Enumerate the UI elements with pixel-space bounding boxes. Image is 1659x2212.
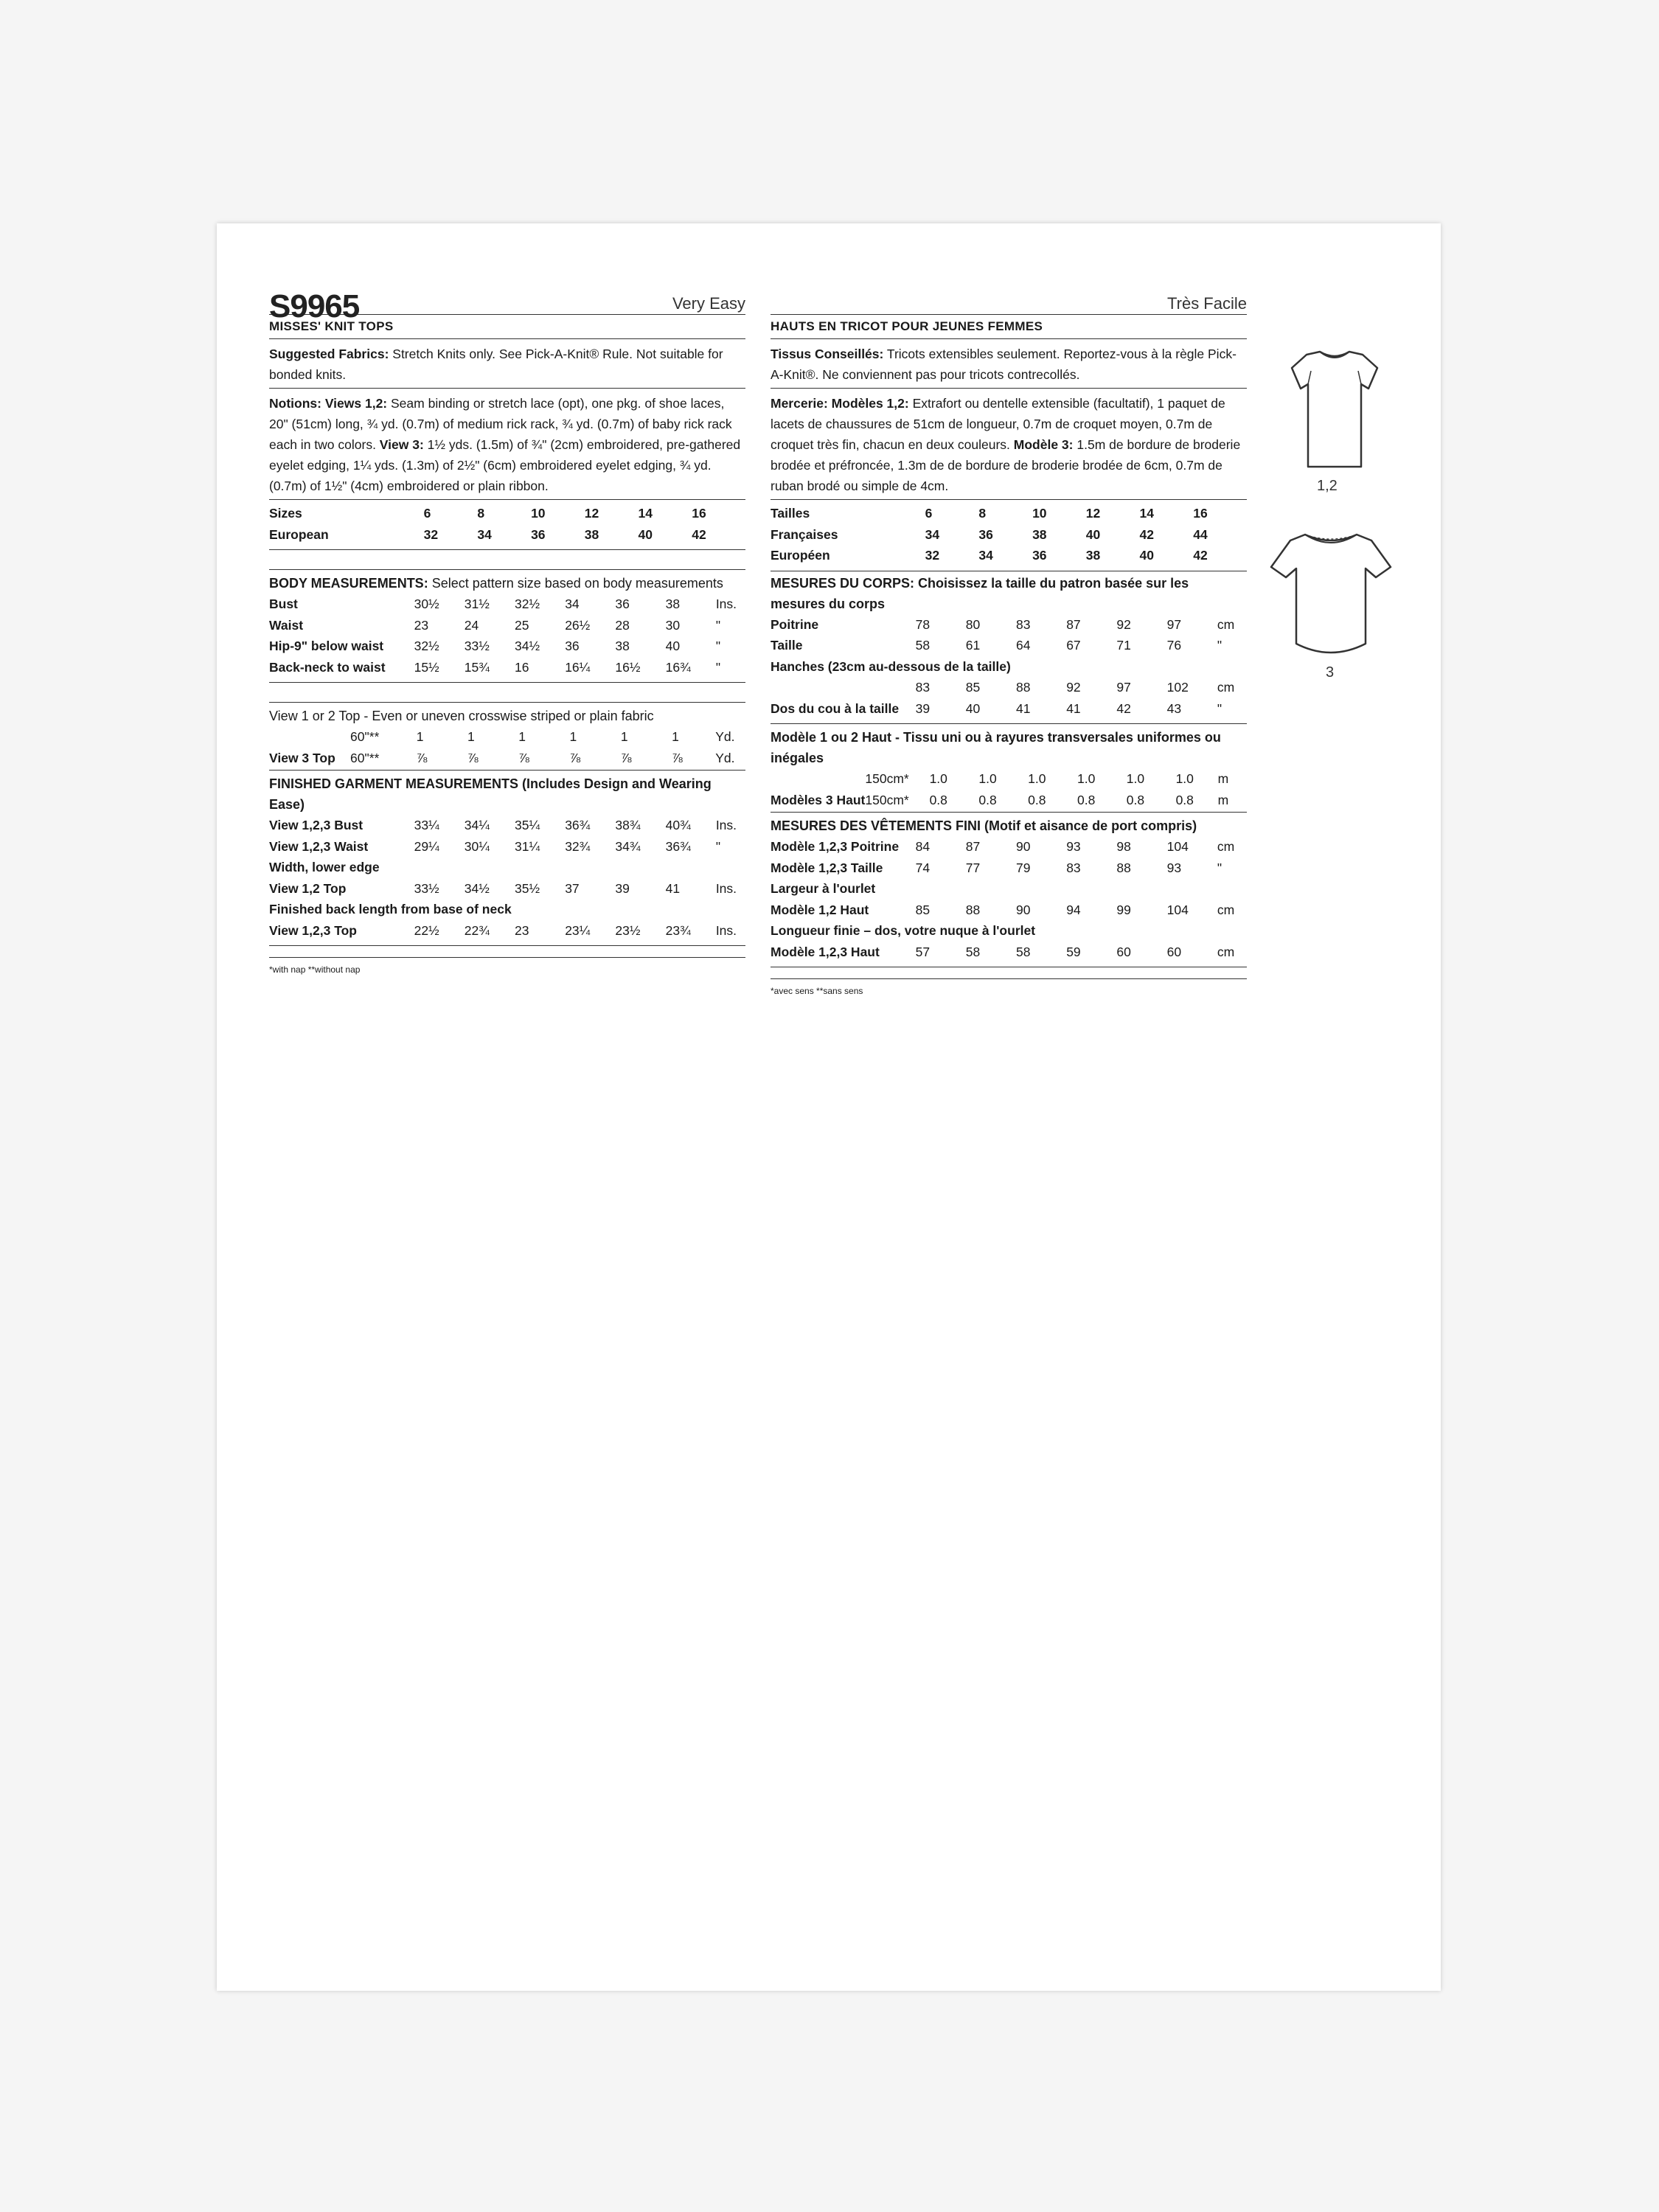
table-cell: 16 xyxy=(1193,506,1208,521)
table-cell: 41 xyxy=(1066,700,1081,716)
table-cell: 1 xyxy=(416,729,424,745)
table-cell: 42 xyxy=(1139,526,1154,542)
table-cell: 23¼ xyxy=(565,922,591,938)
table-cell: 104 xyxy=(1166,902,1189,917)
table-cell: 1 xyxy=(518,729,526,745)
table-cell: " xyxy=(715,838,721,854)
table-cell: 0.8 xyxy=(978,792,997,807)
table-cell: 22½ xyxy=(414,922,439,938)
table-cell: 25 xyxy=(515,617,529,633)
row-label xyxy=(269,726,350,748)
french-header xyxy=(771,274,1247,315)
table-cell: 90 xyxy=(1016,839,1031,855)
table-cell: 32 xyxy=(925,548,940,563)
sizes-table xyxy=(269,500,745,550)
table-cell: 38 xyxy=(1085,548,1101,563)
row-label: Sizes xyxy=(269,506,302,521)
row-label: View 1,2 Top xyxy=(269,880,347,896)
notions-label-view3-fr: Modèle 3: xyxy=(1009,437,1074,452)
table-row xyxy=(269,657,745,678)
table-cell: 42 xyxy=(1116,700,1131,716)
table-cell: 16½ xyxy=(615,659,641,675)
table-cell: 39 xyxy=(915,700,931,716)
table-row xyxy=(771,503,1247,524)
row-label: View 1,2,3 Waist xyxy=(269,838,369,854)
row-label: View 3 Top xyxy=(269,750,335,765)
table-cell: 60 xyxy=(1116,944,1131,959)
table-cell: 93 xyxy=(1166,860,1182,875)
table-cell: ⅞ xyxy=(672,750,683,765)
table-cell: 37 xyxy=(565,880,580,896)
table-cell: 23¾ xyxy=(665,922,691,938)
table-cell: 99 xyxy=(1116,902,1131,917)
table-cell: 15½ xyxy=(414,659,439,675)
table-cell: 36 xyxy=(978,526,993,542)
row-label: Françaises xyxy=(771,526,838,542)
table-cell: 26½ xyxy=(565,617,591,633)
suggested-fabrics-fr xyxy=(771,339,1247,389)
table-cell: 34 xyxy=(565,597,580,612)
row-label: Largeur à l'ourlet xyxy=(771,881,876,897)
finished-measurements-title-fr: MESURES DES VÊTEMENTS FINI (Motif et aisance de port compris) xyxy=(771,818,1197,833)
table-cell: 102 xyxy=(1166,680,1189,695)
table-row xyxy=(771,900,1247,921)
table-cell: 36 xyxy=(565,639,580,654)
table-row xyxy=(269,524,745,546)
table-row xyxy=(771,614,1247,636)
view-1-2-tshirt-sketch xyxy=(1276,349,1394,474)
table-cell: 33½ xyxy=(414,880,439,896)
table-cell: 104 xyxy=(1166,839,1189,855)
table-cell: 1.0 xyxy=(1077,771,1096,787)
table-cell: 0.8 xyxy=(1077,792,1096,807)
row-label: View 1,2,3 Top xyxy=(269,922,357,938)
table-cell: 14 xyxy=(638,506,653,521)
view-1-2-label: 1,2 xyxy=(1317,478,1338,494)
table-row xyxy=(771,635,1247,656)
table-cell: 34½ xyxy=(515,639,540,654)
notions-text: Seam binding or stretch lace (opt), one pkg. of shoe laces, 20" (51cm) long, ¾ yd. (0.7m) of medium rick rack, ¾ yd. (0.7m) of baby rick rack each in two colors. xyxy=(269,396,732,452)
table-cell: 28 xyxy=(615,617,630,633)
table-cell: 16¾ xyxy=(665,659,691,675)
table-cell: m xyxy=(1217,771,1229,787)
table-cell: 87 xyxy=(965,839,981,855)
row-label: European xyxy=(269,526,329,542)
body-measurements xyxy=(269,569,745,683)
fabrics-text: Stretch Knits only. See Pick-A-Knit® Rule. Not suitable for bonded knits. xyxy=(269,347,723,382)
table-cell: 92 xyxy=(1116,616,1131,632)
table-cell: 41 xyxy=(1016,700,1031,716)
table-cell: 83 xyxy=(1016,616,1031,632)
table-row xyxy=(771,942,1247,963)
table-cell: 67 xyxy=(1066,638,1081,653)
english-header xyxy=(269,274,745,324)
table-cell: 15¾ xyxy=(464,659,490,675)
table-cell: 31¼ xyxy=(515,838,540,854)
row-label: Dos du cou à la taille xyxy=(771,700,900,716)
table-cell: 43 xyxy=(1166,700,1182,716)
table-cell: 34 xyxy=(925,526,940,542)
table-cell: 44 xyxy=(1193,526,1208,542)
table-row xyxy=(771,524,1247,546)
row-label: Finished back length from base of neck xyxy=(269,902,512,917)
table-cell: cm xyxy=(1217,839,1235,855)
table-cell: 57 xyxy=(915,944,931,959)
english-column xyxy=(269,274,745,974)
notions-text-view3-fr: 1.5m de bordure de broderie brodée et préfroncée, 1.3m de de bordure de broderie brodée de 6cm, 0.7m de ruban brodé ou simple de 4cm. xyxy=(771,437,1241,493)
table-cell: cm xyxy=(1217,902,1235,917)
table-cell: 1 xyxy=(672,729,679,745)
table-cell: ⅞ xyxy=(467,750,479,765)
table-cell: Ins. xyxy=(715,922,737,938)
table-cell: Yd. xyxy=(715,729,735,745)
difficulty-label: Very Easy xyxy=(672,294,745,313)
finished-measurements xyxy=(269,771,745,946)
table-cell: 1 xyxy=(620,729,628,745)
table-cell: 35½ xyxy=(515,880,540,896)
table-cell: 30½ xyxy=(414,597,439,612)
table-row xyxy=(269,503,745,524)
row-label: Modèle 1,2 Haut xyxy=(771,902,869,917)
row-label: Tailles xyxy=(771,506,810,521)
table-cell: 98 xyxy=(1116,839,1131,855)
table-cell: m xyxy=(1217,792,1229,807)
difficulty-label-fr: Très Facile xyxy=(1167,294,1247,313)
table-cell: 150cm* xyxy=(865,771,909,787)
notions-label: Notions: Views 1,2: xyxy=(269,396,388,411)
table-cell: 16 xyxy=(515,659,529,675)
notions xyxy=(269,389,745,500)
table-cell: 85 xyxy=(915,902,931,917)
table-row xyxy=(771,790,1247,811)
row-label: Waist xyxy=(269,617,304,633)
table-cell: 0.8 xyxy=(1175,792,1194,807)
row-label: Hip-9" below waist xyxy=(269,639,384,654)
footnote-fr: *avec sens **sans sens xyxy=(771,978,1247,995)
table-row xyxy=(269,636,745,657)
table-row xyxy=(771,878,1247,900)
table-cell: 34½ xyxy=(464,880,490,896)
table-row xyxy=(771,836,1247,858)
body-measurements-fr xyxy=(771,571,1247,725)
table-row xyxy=(269,615,745,636)
table-cell: 83 xyxy=(915,680,931,695)
row-label: Poitrine xyxy=(771,616,819,632)
table-cell: 93 xyxy=(1066,839,1081,855)
table-cell: 92 xyxy=(1066,680,1081,695)
table-cell: 6 xyxy=(925,506,933,521)
table-row xyxy=(269,920,745,942)
table-cell: 1.0 xyxy=(1028,771,1046,787)
table-cell: 77 xyxy=(965,860,981,875)
table-cell: 36¾ xyxy=(665,838,691,854)
finished-measurements-fr xyxy=(771,813,1247,967)
row-label: Modèle 1,2,3 Poitrine xyxy=(771,839,900,855)
table-cell: 34 xyxy=(978,548,993,563)
table-cell: 76 xyxy=(1166,638,1182,653)
table-cell: 80 xyxy=(965,616,981,632)
fabrics-text-fr: Tricots extensibles seulement. Reportez-vous à la règle Pick-A-Knit®. Ne conviennent pas pour tricots contrecollés. xyxy=(771,347,1237,382)
table-cell: 30¼ xyxy=(464,838,490,854)
table-cell: 40 xyxy=(1139,548,1154,563)
notions-label-fr: Mercerie: Modèles 1,2: xyxy=(771,396,909,411)
table-cell: " xyxy=(1217,638,1222,653)
table-cell: 78 xyxy=(915,616,931,632)
table-cell: 94 xyxy=(1066,902,1081,917)
notions-text-view3: 1½ yds. (1.5m) of ¾" (2cm) embroidered, pre-gathered eyelet edging, 1¼ yds. (1.3m) of 2½" (6cm) embroidered eyelet edging, ¾ yd. (0.7m) of 1½" (4cm) embroidered or plain ribbon. xyxy=(269,437,741,493)
table-cell: Yd. xyxy=(715,750,735,765)
row-label: Européen xyxy=(771,548,830,563)
table-cell: " xyxy=(1217,860,1222,875)
finished-measurements-title: FINISHED GARMENT MEASUREMENTS (Includes Design and Wearing Ease) xyxy=(269,776,712,812)
notions-label-view3: View 3: xyxy=(375,437,424,452)
table-cell: 42 xyxy=(1193,548,1208,563)
table-cell: 24 xyxy=(464,617,479,633)
table-cell: Ins. xyxy=(715,597,737,612)
table-row xyxy=(269,726,745,748)
pattern-code: S9965 xyxy=(269,288,360,324)
table-cell: Ins. xyxy=(715,818,737,833)
table-cell: 34¾ xyxy=(615,838,641,854)
row-label: Taille xyxy=(771,638,803,653)
table-cell: 38 xyxy=(615,639,630,654)
table-cell: ⅞ xyxy=(416,750,428,765)
table-cell: 88 xyxy=(1116,860,1131,875)
table-cell: " xyxy=(715,659,721,675)
table-row xyxy=(269,857,745,878)
pattern-title: MISSES' KNIT TOPS xyxy=(269,315,745,339)
table-cell: 30 xyxy=(665,617,681,633)
table-cell: 10 xyxy=(531,506,546,521)
table-cell: 59 xyxy=(1066,944,1081,959)
table-cell: 36 xyxy=(531,526,546,542)
row-label: Bust xyxy=(269,597,298,612)
notions-text-fr: Extrafort ou dentelle extensible (facultatif), 1 paquet de lacets de chaussures de 51cm de longueur, 0.7m de croquet moyen, 0.7m de croquet très fin, chacun en deux couleurs. xyxy=(771,396,1225,452)
table-cell: 22¾ xyxy=(464,922,490,938)
row-label xyxy=(771,677,916,698)
table-cell: ⅞ xyxy=(569,750,581,765)
table-cell: 32 xyxy=(423,526,439,542)
table-cell: 97 xyxy=(1116,680,1131,695)
table-row xyxy=(269,748,745,769)
table-cell: " xyxy=(715,617,721,633)
table-row xyxy=(771,858,1247,879)
table-cell: 16 xyxy=(692,506,706,521)
notions-fr xyxy=(771,389,1247,500)
table-cell: 1.0 xyxy=(978,771,997,787)
table-cell: 40 xyxy=(638,526,653,542)
table-cell: 35¼ xyxy=(515,818,540,833)
table-cell: cm xyxy=(1217,616,1235,632)
table-row xyxy=(771,698,1247,720)
table-cell: 32½ xyxy=(414,639,439,654)
table-cell: 38 xyxy=(1032,526,1047,542)
view-3-tshirt-sketch xyxy=(1268,530,1394,663)
table-cell: Ins. xyxy=(715,880,737,896)
table-cell: 150cm* xyxy=(865,792,909,807)
table-row xyxy=(771,768,1247,790)
view-3-label: 3 xyxy=(1326,664,1335,681)
table-cell: 33½ xyxy=(464,639,490,654)
table-cell: 88 xyxy=(965,902,981,917)
table-cell: 1.0 xyxy=(929,771,947,787)
row-label: Modèles 3 Haut xyxy=(771,792,866,807)
table-cell: 87 xyxy=(1066,616,1081,632)
table-cell: 60 xyxy=(1166,944,1182,959)
table-cell: 41 xyxy=(665,880,681,896)
table-cell: 1.0 xyxy=(1175,771,1194,787)
table-row xyxy=(771,656,1247,678)
suggested-fabrics xyxy=(269,339,745,389)
table-cell: 83 xyxy=(1066,860,1081,875)
table-cell: 58 xyxy=(965,944,981,959)
table-row xyxy=(269,815,745,836)
row-label xyxy=(771,768,865,790)
table-cell: 16¼ xyxy=(565,659,591,675)
table-cell: 23 xyxy=(515,922,529,938)
table-cell: 71 xyxy=(1116,638,1131,653)
table-cell: 1.0 xyxy=(1126,771,1145,787)
table-cell: 33¼ xyxy=(414,818,439,833)
table-cell: 31½ xyxy=(464,597,490,612)
table-row xyxy=(771,920,1247,942)
table-row xyxy=(269,836,745,858)
table-cell: 14 xyxy=(1139,506,1154,521)
table-cell: 40¾ xyxy=(665,818,691,833)
table-row xyxy=(771,545,1247,566)
table-cell: 34¼ xyxy=(464,818,490,833)
table-cell: 0.8 xyxy=(929,792,947,807)
yardage xyxy=(269,702,745,771)
table-cell: 23½ xyxy=(615,922,641,938)
table-cell: 58 xyxy=(915,638,931,653)
fabrics-label: Suggested Fabrics: xyxy=(269,347,389,361)
table-cell: 97 xyxy=(1166,616,1182,632)
table-cell: 1 xyxy=(467,729,475,745)
table-cell: 0.8 xyxy=(1126,792,1145,807)
fabrics-label-fr: Tissus Conseillés: xyxy=(771,347,884,361)
table-cell: cm xyxy=(1217,680,1235,695)
table-cell: 32½ xyxy=(515,597,540,612)
table-cell: 29¼ xyxy=(414,838,439,854)
table-cell: 0.8 xyxy=(1028,792,1046,807)
table-cell: 58 xyxy=(1016,944,1031,959)
table-cell: 74 xyxy=(915,860,931,875)
table-cell: 85 xyxy=(965,680,981,695)
table-cell: " xyxy=(1217,700,1222,716)
yardage-fr xyxy=(771,724,1247,813)
french-column xyxy=(771,274,1247,995)
table-cell: 60"** xyxy=(350,729,380,745)
table-cell: 42 xyxy=(692,526,706,542)
table-cell: 60"** xyxy=(350,750,380,765)
body-measurements-title-fr: MESURES DU CORPS: Choisissez la taille du patron basée sur les mesures du corps xyxy=(771,575,1189,611)
table-cell: 36 xyxy=(615,597,630,612)
yardage-title-fr: Modèle 1 ou 2 Haut - Tissu uni ou à rayures transversales uniformes ou inégales xyxy=(771,730,1221,765)
table-row xyxy=(771,677,1247,698)
table-cell: 40 xyxy=(1085,526,1101,542)
table-cell: 79 xyxy=(1016,860,1031,875)
table-cell: 12 xyxy=(584,506,599,521)
table-cell: 90 xyxy=(1016,902,1031,917)
table-cell: 38¾ xyxy=(615,818,641,833)
table-cell: 23 xyxy=(414,617,429,633)
table-cell: 88 xyxy=(1016,680,1031,695)
body-measurements-title: BODY MEASUREMENTS: Select pattern size based on body measurements xyxy=(269,576,723,591)
pattern-title-fr: HAUTS EN TRICOT POUR JEUNES FEMMES xyxy=(771,315,1247,339)
row-label: View 1,2,3 Bust xyxy=(269,818,364,833)
row-label: Back-neck to waist xyxy=(269,659,386,675)
table-cell: 38 xyxy=(665,597,681,612)
table-cell: 64 xyxy=(1016,638,1031,653)
table-cell: 84 xyxy=(915,839,931,855)
table-cell: 36¾ xyxy=(565,818,591,833)
table-cell: 8 xyxy=(978,506,987,521)
table-row xyxy=(269,899,745,920)
table-cell: 8 xyxy=(477,506,485,521)
table-row xyxy=(269,594,745,615)
table-cell: 61 xyxy=(965,638,981,653)
row-label: Width, lower edge xyxy=(269,860,380,875)
table-cell: 10 xyxy=(1032,506,1047,521)
table-cell: 34 xyxy=(477,526,492,542)
footnote: *with nap **without nap xyxy=(269,957,745,974)
table-cell: 40 xyxy=(965,700,981,716)
table-cell: 12 xyxy=(1085,506,1101,521)
table-cell: 6 xyxy=(423,506,431,521)
table-cell: ⅞ xyxy=(620,750,632,765)
pattern-envelope-back xyxy=(217,223,1441,1991)
table-cell: 36 xyxy=(1032,548,1047,563)
table-cell: 38 xyxy=(584,526,599,542)
sizes-table-fr xyxy=(771,500,1247,571)
row-label: Modèle 1,2,3 Taille xyxy=(771,860,883,875)
table-cell: 39 xyxy=(615,880,630,896)
table-cell: " xyxy=(715,639,721,654)
row-label: Modèle 1,2,3 Haut xyxy=(771,944,880,959)
table-cell: ⅞ xyxy=(518,750,529,765)
table-cell: 32¾ xyxy=(565,838,591,854)
row-label: Longueur finie – dos, votre nuque à l'ourlet xyxy=(771,923,1036,939)
table-cell: 1 xyxy=(569,729,577,745)
table-row xyxy=(269,878,745,900)
yardage-title: View 1 or 2 Top - Even or uneven crosswise striped or plain fabric xyxy=(269,709,654,723)
table-cell: 40 xyxy=(665,639,681,654)
table-cell: cm xyxy=(1217,944,1235,959)
row-label: Hanches (23cm au-dessous de la taille) xyxy=(771,658,1011,674)
